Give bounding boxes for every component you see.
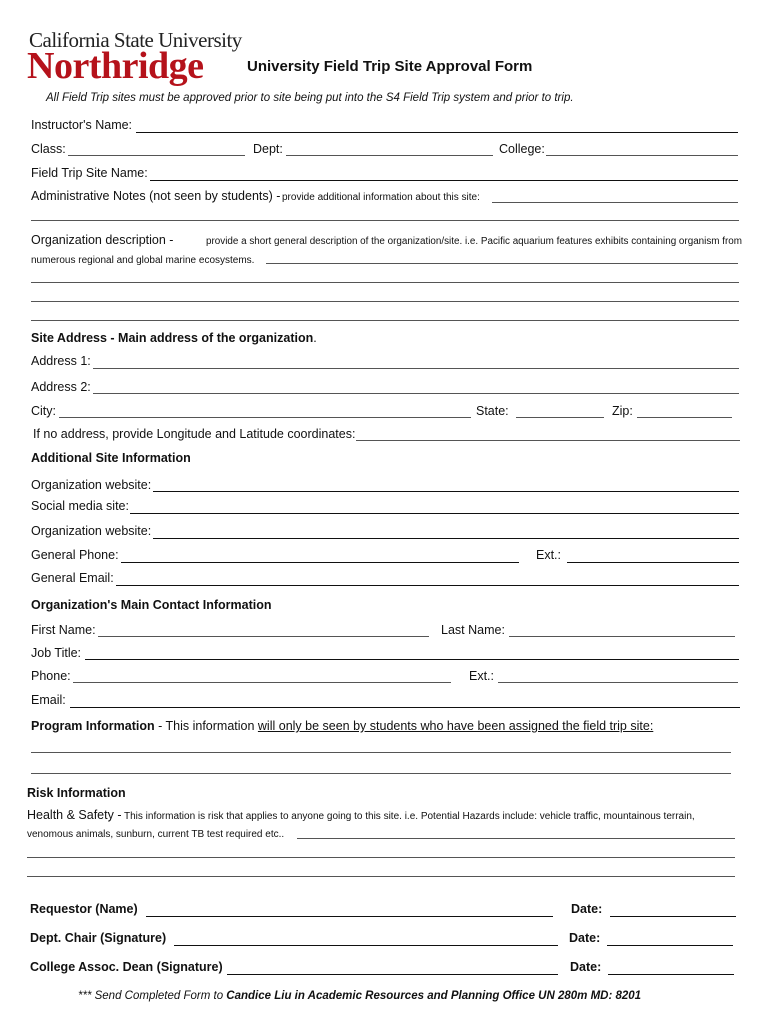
health-safety-line-1 [297,838,735,839]
requestor-field[interactable] [146,900,553,916]
job-title-label: Job Title: [31,646,82,660]
contact-email-label: Email: [31,693,66,707]
contact-email-field[interactable] [70,692,738,708]
address2-label: Address 2: [31,380,91,394]
site-address-heading [31,331,317,345]
site-address-heading-text: Site Address - Main address of the organization [31,331,314,345]
class-label: Class: [31,142,66,156]
class-line [68,155,245,156]
program-info-field[interactable] [31,737,731,773]
health-safety-hint-2: venomous animals, sunburn, current TB test required etc.. [27,829,285,840]
contact-ext-line [498,682,738,683]
main-contact-heading: Organization's Main Contact Information [31,598,272,612]
org-website-2-field[interactable] [153,523,737,539]
general-phone-ext-field[interactable] [567,547,737,563]
footer-prefix: *** Send Completed Form to [78,990,227,1002]
social-media-label: Social media site: [31,499,129,513]
university-logo-line1: California State University [29,28,242,52]
city-label: City: [31,404,56,418]
instructor-name-label: Instructor's Name: [31,118,133,132]
org-website-2-label: Organization website: [31,524,152,538]
dept-chair-date-field[interactable] [607,929,733,945]
program-info-dash: - This information [154,719,258,733]
dept-chair-line [174,945,558,946]
dept-chair-signature-field[interactable] [174,929,558,945]
program-info-note: will only be seen by students who have been assigned the field trip site: [257,719,654,733]
general-phone-ext-line [567,562,739,563]
zip-label: Zip: [612,404,633,418]
program-info-line-2 [31,773,731,774]
social-media-line [130,513,739,514]
requestor-date-field[interactable] [610,900,736,916]
general-phone-field[interactable] [121,547,519,563]
address1-line [93,368,739,369]
city-line [59,417,471,418]
coordinates-line [356,440,740,441]
admin-notes-line-2 [31,220,739,221]
admin-notes-label: Administrative Notes (not seen by students) - [31,189,281,203]
general-email-label: General Email: [31,571,114,585]
program-info-title: Program Information [31,719,155,733]
contact-phone-label: Phone: [31,669,71,683]
state-label: State: [476,404,509,418]
last-name-label: Last Name: [441,623,505,637]
org-description-label: Organization description - [31,233,174,247]
dept-chair-label: Dept. Chair (Signature) [30,931,167,945]
admin-notes-hint: provide additional information about this site: [282,192,480,203]
dean-date-line [608,974,734,975]
org-description-field[interactable] [31,268,738,318]
first-name-label: First Name: [31,623,96,637]
health-safety-label: Health & Safety - [27,808,122,822]
health-safety-line-2 [27,857,735,858]
instructor-name-line [136,132,738,133]
site-address-heading-period: . [313,331,317,345]
org-website-line [153,491,739,492]
general-phone-label: General Phone: [31,548,119,562]
program-info-line-1 [31,752,731,753]
dean-date-field[interactable] [608,958,734,974]
org-website-label: Organization website: [31,478,152,492]
org-description-hint: provide a short general description of the organization/site. i.e. Pacific aquarium features exhibits containing organism from [206,236,743,247]
zip-line [637,417,732,418]
org-description-line-4 [31,320,739,321]
site-name-line [150,180,738,181]
dean-signature-field[interactable] [227,958,558,974]
general-phone-line [121,562,519,563]
dept-chair-date-label: Date: [569,931,601,945]
dean-date-label: Date: [570,960,602,974]
address1-field[interactable] [93,353,737,369]
approval-notice: All Field Trip sites must be approved prior to site being put into the S4 Field Trip system and prior to trip. [46,92,574,104]
social-media-field[interactable] [130,498,737,514]
dept-label: Dept: [253,142,283,156]
contact-email-line [70,707,740,708]
site-name-label: Field Trip Site Name: [31,166,148,180]
additional-info-heading: Additional Site Information [31,451,191,465]
requestor-date-line [610,916,736,917]
health-safety-line-3 [27,876,735,877]
form-title: University Field Trip Site Approval Form [247,58,533,75]
dean-label: College Assoc. Dean (Signature) [30,960,223,974]
org-description-line-3 [31,301,739,302]
contact-ext-label: Ext.: [469,669,495,683]
site-name-field[interactable] [150,165,737,181]
org-website-2-line [153,538,739,539]
org-description-line-1 [266,263,738,264]
requestor-label: Requestor (Name) [30,902,138,916]
first-name-line [98,636,429,637]
org-description-hint-2: numerous regional and global marine ecosystems. [31,255,255,266]
job-title-line [85,659,739,660]
general-email-line [116,585,739,586]
general-email-field[interactable] [116,570,737,586]
health-safety-field[interactable] [27,843,735,877]
program-info-heading [31,719,653,733]
dean-line [227,974,558,975]
requestor-date-label: Date: [571,902,603,916]
footer-instruction [78,990,641,1002]
general-phone-ext-label: Ext.: [536,548,562,562]
risk-info-heading: Risk Information [27,786,126,800]
college-label: College: [499,142,545,156]
org-description-line-2 [31,282,739,283]
health-safety-hint: This information is risk that applies to anyone going to this site. i.e. Potential Hazards include: vehicle traffic, mountainous terrain, [124,811,695,822]
requestor-line [146,916,553,917]
admin-notes-line-1 [492,202,738,203]
dept-line [286,155,493,156]
university-logo-line2: Northridge [27,45,204,87]
college-line [546,155,738,156]
state-line [516,417,604,418]
instructor-name-field[interactable] [136,117,737,133]
last-name-line [509,636,735,637]
dept-chair-date-line [607,945,733,946]
address1-label: Address 1: [31,354,91,368]
address2-line [93,393,739,394]
coordinates-label: If no address, provide Longitude and Latitude coordinates: [33,427,356,441]
footer-recipient: Candice Liu in Academic Resources and Planning Office UN 280m MD: 8201 [226,990,642,1002]
contact-phone-line [73,682,451,683]
